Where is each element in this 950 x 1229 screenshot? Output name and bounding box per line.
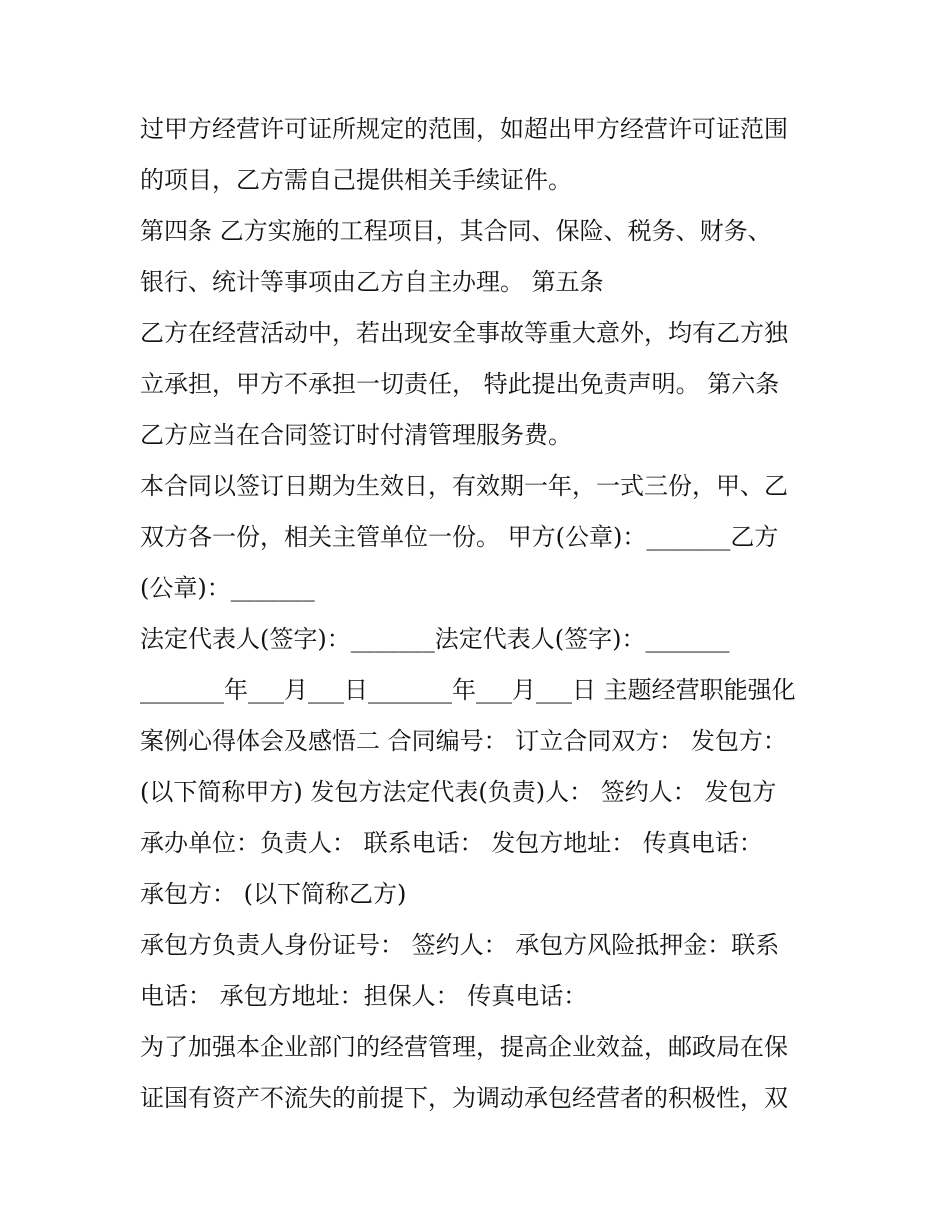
text-line: (公章)：_______ xyxy=(140,574,315,602)
text-line: _______年___月___日_______年___月___日 主题经营职能强化 xyxy=(140,676,796,704)
text-line: 银行、统计等事项由乙方自主办理。 第五条 xyxy=(140,268,604,296)
text-line: 本合同以签订日期为生效日，有效期一年，一式三份，甲、乙 xyxy=(140,472,788,500)
text-line: 过甲方经营许可证所规定的范围，如超出甲方经营许可证范围 xyxy=(140,115,788,143)
text-line: 第四条 乙方实施的工程项目，其合同、保险、税务、财务、 xyxy=(140,217,772,245)
text-line: 立承担，甲方不承担一切责任， 特此提出免责声明。 第六条 xyxy=(140,370,780,398)
text-line: 承办单位：负责人： 联系电话： 发包方地址： 传真电话： xyxy=(140,829,763,857)
text-line: 为了加强本企业部门的经营管理，提高企业效益，邮政局在保 xyxy=(140,1033,788,1061)
text-line: 承包方： (以下简称乙方) xyxy=(140,880,407,908)
text-line: 双方各一份，相关主管单位一份。 甲方(公章)：_______乙方 xyxy=(140,523,779,551)
text-line: (以下简称甲方) 发包方法定代表(负责)人： 签约人： 发包方 xyxy=(140,778,777,806)
text-line: 电话： 承包方地址：担保人： 传真电话： xyxy=(140,982,588,1010)
document-body xyxy=(140,104,830,1124)
text-line: 乙方在经营活动中，若出现安全事故等重大意外，均有乙方独 xyxy=(140,319,788,347)
text-line: 乙方应当在合同签订时付清管理服务费。 xyxy=(140,421,572,449)
text-line: 案例心得体会及感悟二 合同编号： 订立合同双方： 发包方： xyxy=(140,727,787,755)
text-line: 法定代表人(签字)：_______法定代表人(签字)：_______ xyxy=(140,625,730,653)
text-line: 证国有资产不流失的前提下，为调动承包经营者的积极性，双 xyxy=(140,1084,788,1112)
text-line: 的项目，乙方需自己提供相关手续证件。 xyxy=(140,166,572,194)
text-line: 承包方负责人身份证号： 签约人： 承包方风险抵押金：联系 xyxy=(140,931,780,959)
